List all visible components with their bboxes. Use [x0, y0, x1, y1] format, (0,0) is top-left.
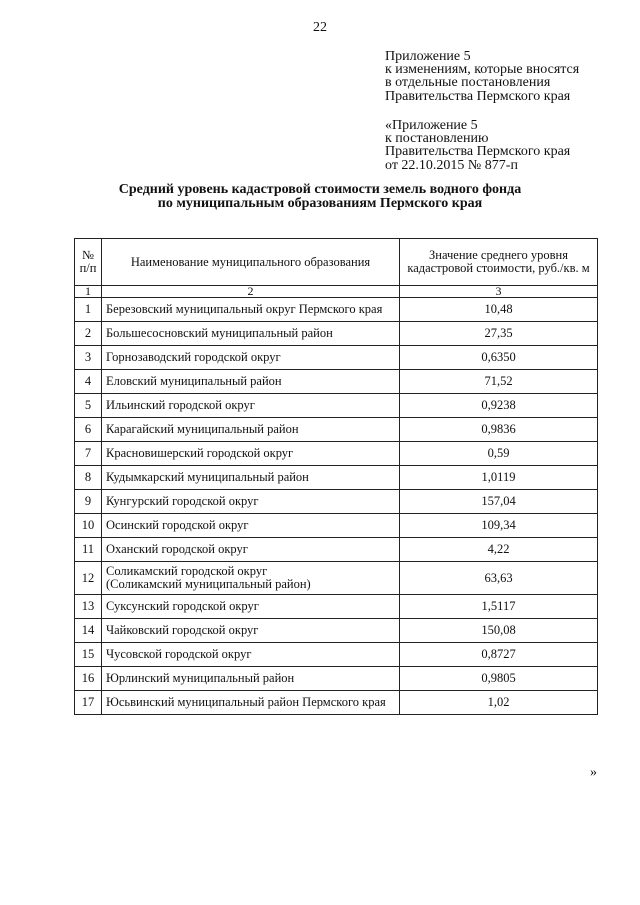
row-name: Юрлинский муниципальный район: [102, 667, 400, 691]
row-value: 0,59: [400, 442, 598, 466]
table-row: [75, 322, 598, 346]
row-num: 13: [75, 595, 102, 619]
row-value: 1,0119: [400, 466, 598, 490]
row-num: 2: [75, 322, 102, 346]
row-name: Кудымкарский муниципальный район: [102, 466, 400, 490]
appendix-original-line: Правительства Пермского края: [385, 144, 571, 160]
appendix-header-line: в отдельные постановления: [385, 75, 551, 91]
row-value: 109,34: [400, 514, 598, 538]
closing-quote-mark: »: [590, 765, 597, 780]
header-value-line: Значение среднего уровня: [429, 248, 568, 262]
table-row: [75, 562, 598, 595]
row-name: Красновишерский городской округ: [102, 442, 400, 466]
header-num-line: №: [82, 248, 94, 262]
row-num: 4: [75, 370, 102, 394]
column-numbers-row: [75, 286, 598, 298]
row-num: 9: [75, 490, 102, 514]
appendix-header-line: Приложение 5: [385, 49, 471, 64]
row-name: Юсьвинский муниципальный район Пермского края: [102, 691, 400, 715]
table-row: [75, 514, 598, 538]
table-row: [75, 370, 598, 394]
header-name: Наименование муниципального образования: [102, 239, 400, 286]
appendix-header-line: к изменениям, которые вносятся: [385, 62, 580, 78]
row-value: 10,48: [400, 298, 598, 322]
table-row: [75, 466, 598, 490]
document-title-line: по муниципальным образованиям Пермского края: [157, 196, 483, 211]
row-value: 71,52: [400, 370, 598, 394]
header-value-line: кадастровой стоимости, руб./кв. м: [407, 261, 590, 275]
appendix-original-line: от 22.10.2015 № 877-п: [385, 157, 518, 173]
row-num: 3: [75, 346, 102, 370]
row-num: 14: [75, 619, 102, 643]
row-num: 1: [75, 298, 102, 322]
row-num: 5: [75, 394, 102, 418]
row-num: 10: [75, 514, 102, 538]
document-title: [0, 183, 640, 211]
row-name: Ильинский городской округ: [102, 394, 400, 418]
table-row: [75, 667, 598, 691]
row-num: 15: [75, 643, 102, 667]
appendix-header: [385, 50, 579, 103]
table-row: [75, 298, 598, 322]
row-name: [102, 562, 400, 595]
row-num: 8: [75, 466, 102, 490]
row-value: 0,8727: [400, 643, 598, 667]
table-row: [75, 643, 598, 667]
appendix-original-line: к постановлению: [385, 131, 489, 147]
row-value: 0,6350: [400, 346, 598, 370]
document-title-line: Средний уровень кадастровой стоимости земель водного фонда: [118, 182, 522, 197]
row-name: Кунгурский городской округ: [102, 490, 400, 514]
row-name: Березовский муниципальный округ Пермского края: [102, 298, 400, 322]
table-row: [75, 418, 598, 442]
row-name: Суксунский городской округ: [102, 595, 400, 619]
row-value: 157,04: [400, 490, 598, 514]
row-name-line: (Соликамский муниципальный район): [106, 577, 311, 591]
row-name: Карагайский муниципальный район: [102, 418, 400, 442]
row-name: Оханский городской округ: [102, 538, 400, 562]
row-num: 6: [75, 418, 102, 442]
row-name: Чайковский городской округ: [102, 619, 400, 643]
row-value: 1,02: [400, 691, 598, 715]
header-num-line: п/п: [79, 261, 97, 275]
table-row: [75, 346, 598, 370]
row-value: 1,5117: [400, 595, 598, 619]
row-value: 0,9805: [400, 667, 598, 691]
row-num: 11: [75, 538, 102, 562]
appendix-header-line: Правительства Пермского края: [385, 88, 571, 104]
row-name: Большесосновский муниципальный район: [102, 322, 400, 346]
table-row: [75, 619, 598, 643]
row-num: 12: [75, 562, 102, 595]
header-num: [75, 239, 102, 286]
appendix-original: [385, 119, 570, 172]
row-value: 0,9238: [400, 394, 598, 418]
row-num: 16: [75, 667, 102, 691]
table-row: [75, 442, 598, 466]
cadastral-value-table: [74, 238, 598, 715]
row-value: 27,35: [400, 322, 598, 346]
row-value: 63,63: [400, 562, 598, 595]
row-name-line: Соликамский городской округ: [106, 564, 268, 578]
row-name: Еловский муниципальный район: [102, 370, 400, 394]
column-number: 1: [75, 286, 102, 298]
row-num: 7: [75, 442, 102, 466]
table-row: [75, 691, 598, 715]
row-value: 0,9836: [400, 418, 598, 442]
table-header-row: [75, 239, 598, 286]
table-row: [75, 394, 598, 418]
column-number: 2: [102, 286, 400, 298]
table-row: [75, 490, 598, 514]
header-value: [400, 239, 598, 286]
column-number: 3: [400, 286, 598, 298]
row-name: Чусовской городской округ: [102, 643, 400, 667]
row-value: 4,22: [400, 538, 598, 562]
table-row: [75, 538, 598, 562]
page-number: 22: [313, 20, 327, 35]
row-value: 150,08: [400, 619, 598, 643]
table-row: [75, 595, 598, 619]
row-name: Горнозаводский городской округ: [102, 346, 400, 370]
appendix-original-line: «Приложение 5: [385, 118, 478, 133]
row-num: 17: [75, 691, 102, 715]
row-name: Осинский городской округ: [102, 514, 400, 538]
